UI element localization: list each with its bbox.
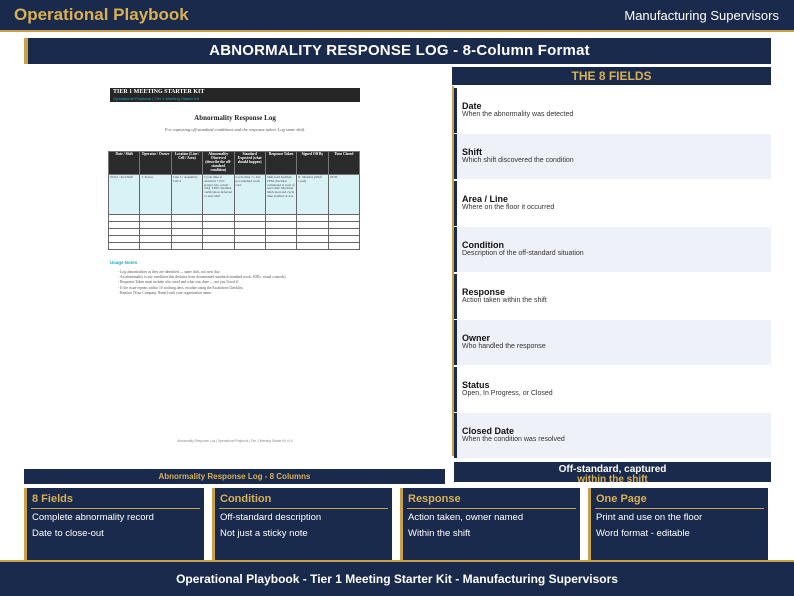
table-header-cell: Location (Line / Cell / Area) (171, 152, 202, 175)
card-rule (407, 508, 576, 509)
table-header-cell: Operator / Owner (140, 152, 171, 175)
card-title: 8 Fields (32, 493, 73, 505)
field-label: Shift (462, 147, 482, 157)
field-description: Where on the floor it occurred (462, 204, 555, 211)
card-one-page (588, 488, 768, 560)
table-row (109, 174, 360, 214)
table-cell: Cycle time <= 42s per standard work card (234, 174, 265, 214)
table-cell: Line 3 / Assembly Cell 4 (171, 174, 202, 214)
card-condition (212, 488, 392, 560)
table-cell: R. Mendez (Shift Lead) (297, 174, 328, 214)
table-cell: Cycle time at standard +15% (target 42s, actual 50s). TPM checklist verification deferred to next shift (203, 174, 234, 214)
list-item: - Log abnormalities as they are identified — same shift, not next day. (118, 270, 221, 274)
table-row (109, 242, 360, 249)
field-condition (454, 227, 771, 272)
callout-line-1: Off-standard, captured (558, 464, 667, 475)
table-header-cell: Signed Off By (297, 152, 328, 175)
top-divider (0, 30, 794, 32)
card-line: Off-standard description (220, 512, 322, 523)
field-description: When the abnormality was detected (462, 111, 574, 118)
card-line: Complete abnormality record (32, 512, 154, 523)
doc-footer: Abnormality Response Log | Operational Playbook | Tier 1 Meeting Starter Kit v1.0 (176, 439, 294, 443)
field-area-line (454, 181, 771, 226)
field-label: Closed Date (462, 426, 515, 436)
table-header-row (109, 152, 360, 175)
usage-notes-heading: Usage Notes (110, 260, 138, 265)
card-line: Within the shift (408, 528, 471, 539)
table-header-cell: Date / Shift (109, 152, 140, 175)
table-header-cell: Time Closed (328, 152, 359, 175)
card-title: One Page (596, 493, 647, 505)
field-label: Status (462, 380, 490, 390)
log-table (108, 151, 360, 250)
footer-bar: Operational Playbook - Tier 1 Meeting Starter Kit - Manufacturing Supervisors (0, 562, 794, 596)
brand-title: Operational Playbook (14, 5, 189, 24)
card-rule (595, 508, 764, 509)
list-item: - Replace [Your Company Name] with your organization name. (118, 290, 212, 295)
page-title: ABNORMALITY RESPONSE LOG - 8-Column Format (209, 42, 590, 59)
kit-label: TIER 1 MEETING STARTER KIT (113, 89, 205, 95)
document-preview (24, 68, 445, 466)
top-bar (0, 0, 794, 30)
card-8-fields (24, 488, 204, 560)
field-description: Who handled the response (462, 343, 546, 350)
doc-title: Abnormality Response Log (194, 114, 276, 122)
table-header-cell: Response Taken (265, 152, 296, 175)
table-cell: J. Torres (140, 174, 171, 214)
table-cell: 18:30 (328, 174, 359, 214)
table-header-cell: Abnormality Observed (describe the off-standard condition) (203, 152, 234, 175)
usage-notes-list (118, 270, 368, 296)
card-rule (31, 508, 200, 509)
audience-label: Manufacturing Supervisors (624, 8, 779, 23)
fields-callout (454, 462, 771, 482)
kit-header (110, 88, 360, 102)
list-item: - Response Taken must include who acted and what was done — not just 'fixed it'. (118, 280, 240, 285)
kit-sublabel: Operational Playbook | Tier 1 Meeting Starter Kit (113, 96, 199, 101)
field-owner (454, 320, 771, 365)
table-cell: 03-02 / 2nd Shift (109, 174, 140, 214)
card-title: Response (408, 493, 461, 505)
card-response (400, 488, 580, 560)
preview-caption: Abnormality Response Log - 8 Columns (24, 469, 445, 484)
card-line: Not just a sticky note (220, 528, 308, 539)
table-header-cell: Standard Expected (what should happen) (234, 152, 265, 175)
field-shift (454, 134, 771, 179)
field-description: Open, In Progress, or Closed (462, 390, 553, 397)
field-description: When the condition was resolved (462, 436, 565, 443)
field-label: Owner (462, 333, 491, 343)
table-row (109, 214, 360, 221)
field-date (454, 88, 771, 133)
field-label: Date (462, 101, 482, 111)
field-description: Which shift discovered the condition (462, 157, 574, 164)
table-row (109, 228, 360, 235)
card-line: Word format - editable (596, 528, 690, 539)
field-closed-date (454, 413, 771, 458)
doc-subtitle: For capturing off-standard conditions and the response taken. Log same shift. (164, 127, 306, 132)
list-item: - If the issue repeats within 10 working days, escalate using the Escalation Checklist. (118, 285, 244, 290)
card-rule (219, 508, 388, 509)
title-bar (24, 38, 771, 64)
field-label: Area / Line (462, 194, 509, 204)
table-row (109, 221, 360, 228)
field-response (454, 274, 771, 319)
field-description: Action taken within the shift (462, 297, 547, 304)
table-cell: Shift lead notified. TPM checklist completed at start of next shift. Machine lubricated and cycle time verified at 41s. (265, 174, 296, 214)
card-line: Action taken, owner named (408, 512, 524, 523)
callout-line-2: within the shift (577, 474, 648, 482)
fields-heading: THE 8 FIELDS (452, 67, 771, 85)
card-line: Print and use on the floor (596, 512, 703, 523)
field-description: Description of the off-standard situation (462, 250, 584, 257)
card-title: Condition (220, 493, 272, 505)
field-label: Condition (462, 240, 504, 250)
card-line: Date to close-out (32, 528, 104, 539)
field-label: Response (462, 287, 506, 297)
table-row (109, 235, 360, 242)
field-status (454, 367, 771, 412)
list-item: - An abnormality is any condition that deviates from documented standard (standard work, SOPs, visual controls). (118, 275, 287, 280)
